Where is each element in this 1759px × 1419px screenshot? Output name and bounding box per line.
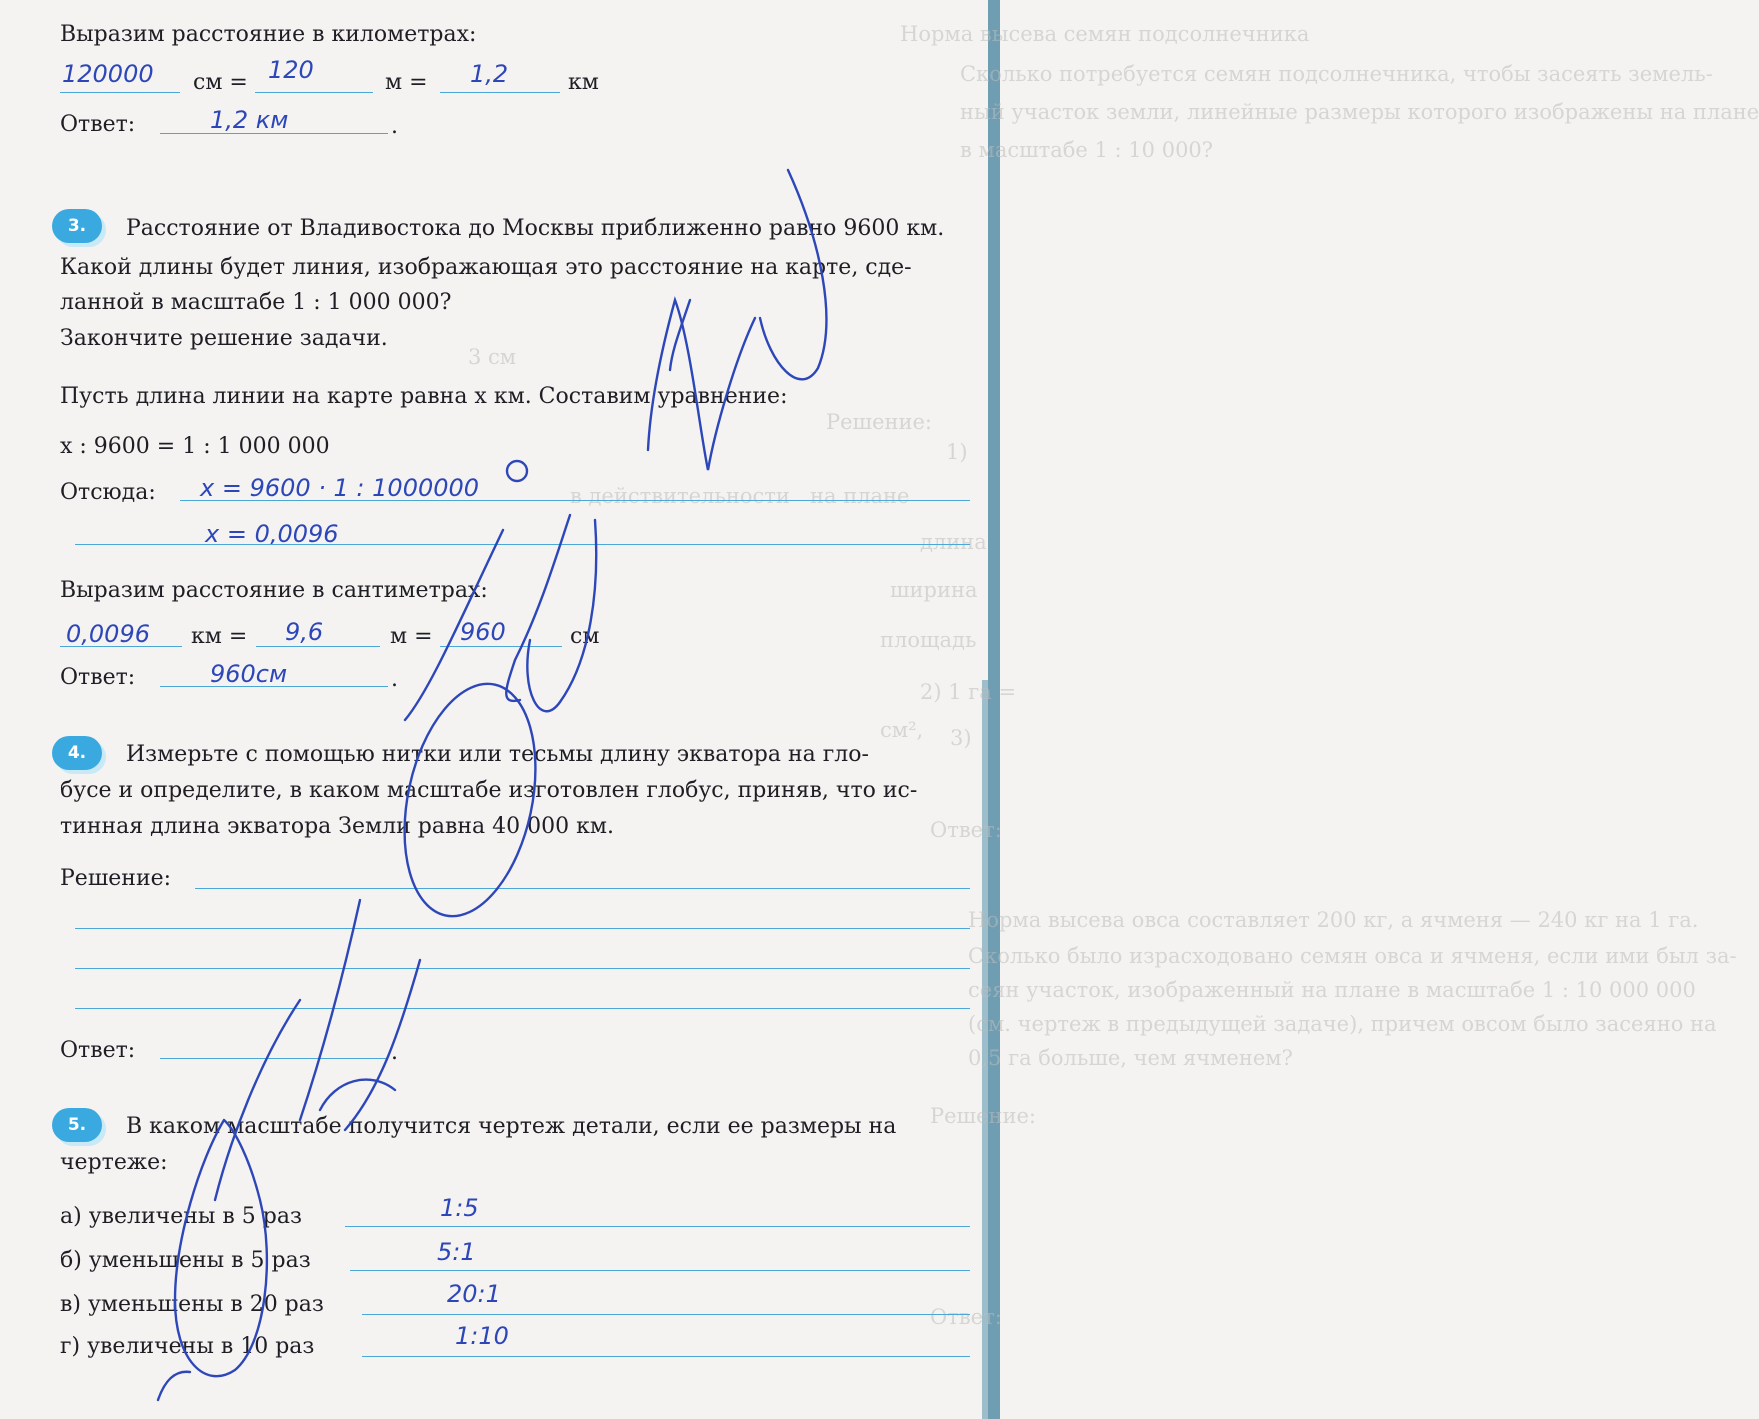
hand-m-value: 120	[268, 56, 314, 84]
answer-line	[60, 646, 182, 647]
task3-text: Какой длины будет линия, изображающая это расстояние на карте, сде-	[60, 255, 912, 280]
bleed-text: Ответ:	[930, 818, 1002, 842]
bleed-text: Решение:	[826, 410, 933, 434]
answer-label: Ответ:	[60, 112, 136, 137]
hand-solution-2: x = 0,0096	[205, 520, 339, 548]
bleed-text: на плане	[810, 484, 910, 508]
scribble-stroke	[215, 1000, 300, 1200]
unit-cm: см =	[193, 70, 248, 95]
unit-m: м =	[385, 70, 428, 95]
bleed-text: ный участок земли, линейные размеры которого изображены на плане	[960, 100, 1759, 124]
task5-item-label: в) уменьшены в 20 раз	[60, 1292, 324, 1317]
answer-line	[60, 92, 180, 93]
scribble-stroke	[320, 1080, 395, 1110]
bleed-text: 3 см	[468, 345, 517, 369]
answer-line	[362, 1356, 970, 1357]
scribble-stroke	[158, 1372, 190, 1400]
answer-dot: .	[391, 667, 398, 692]
scribble-stroke	[300, 900, 360, 1120]
answer-dot: .	[391, 114, 398, 139]
task5-text: чертеже:	[60, 1150, 168, 1175]
bleed-text: Норма высева семян подсолнечника	[900, 22, 1310, 46]
task5-item-label: г) увеличены в 10 раз	[60, 1334, 315, 1359]
task3-text: Закончите решение задачи.	[60, 326, 388, 351]
task5-item-label: б) уменьшены в 5 раз	[60, 1248, 311, 1273]
bleed-text: Норма высева овса составляет 200 кг, а ячменя — 240 кг на 1 га.	[968, 908, 1699, 932]
bleed-text: сеян участок, изображенный на плане в масштабе 1 : 10 000 000	[968, 978, 1696, 1002]
unit-km: км =	[191, 624, 248, 649]
hand-scale-answer: 1:5	[440, 1194, 479, 1222]
task3-text: ланной в масштабе 1 : 1 000 000?	[60, 290, 452, 315]
express-km-heading: Выразим расстояние в километрах:	[60, 22, 477, 47]
bleed-text: Ответ:	[930, 1305, 1002, 1329]
task4-text: тинная длина экватора Земли равна 40 000 км.	[60, 814, 614, 839]
answer-line	[195, 888, 970, 889]
hand-scale-answer: 20:1	[447, 1280, 501, 1308]
answer-line	[256, 646, 380, 647]
task5-text: В каком масштабе получится чертеж детали, если ее размеры на	[126, 1114, 897, 1139]
scribble-stroke	[506, 515, 570, 701]
answer-line	[75, 1008, 970, 1009]
answer-line	[255, 92, 373, 93]
task4-text: бусе и определите, в каком масштабе изготовлен глобус, приняв, что ис-	[60, 778, 918, 803]
bleed-text: в масштабе 1 : 10 000?	[960, 138, 1214, 162]
hand-cm-value: 960	[460, 618, 506, 646]
hand-m-value: 9,6	[285, 618, 324, 646]
bleed-text: 1)	[946, 440, 968, 464]
unit-cm: см	[570, 624, 600, 649]
hand-cm-value: 120000	[62, 60, 154, 88]
answer-line	[75, 928, 970, 929]
task5-item-label: а) увеличены в 5 раз	[60, 1204, 302, 1229]
answer-line	[160, 1058, 388, 1059]
hand-scale-answer: 1:10	[455, 1322, 509, 1350]
scribble-stroke	[670, 300, 690, 370]
unit-m: м =	[390, 624, 433, 649]
hand-scale-answer: 5:1	[437, 1238, 476, 1266]
bleed-text: Сколько потребуется семян подсолнечника, чтобы засеять земель-	[960, 62, 1713, 86]
hand-km-value: 1,2	[470, 60, 509, 88]
task-number-badge: 4.	[52, 736, 102, 770]
answer-line	[75, 968, 970, 969]
answer-line	[350, 1270, 970, 1271]
solution-label: Решение:	[60, 866, 172, 891]
hand-km-value: 0,0096	[66, 620, 150, 648]
answer-line	[345, 1226, 970, 1227]
answer-line	[180, 500, 970, 501]
task3-text: Расстояние от Владивостока до Москвы приближенно равно 9600 км.	[126, 216, 945, 241]
bleed-text: Сколько было израсходовано семян овса и ячменя, если ими был за-	[968, 944, 1737, 968]
bleed-text: в действительности	[570, 484, 790, 508]
scribble-stroke	[527, 520, 596, 711]
bleed-text: см²,	[880, 718, 924, 742]
scribble-stroke	[345, 960, 420, 1130]
answer-line	[440, 646, 562, 647]
task-number-badge: 5.	[52, 1108, 102, 1142]
task4-text: Измерьте с помощью нитки или тесьмы длину экватора на гло-	[126, 742, 869, 767]
answer-label: Ответ:	[60, 1038, 136, 1063]
answer-label: Ответ:	[60, 665, 136, 690]
bleed-text: длина	[920, 530, 987, 554]
answer-line	[362, 1314, 970, 1315]
task3-let: Пусть длина линии на карте равна x км. Составим уравнение:	[60, 384, 788, 409]
answer-line	[160, 133, 388, 134]
bleed-text: ширина	[890, 578, 978, 602]
bleed-text: 0,5 га больше, чем ячменем?	[968, 1046, 1293, 1070]
hand-answer: 1,2 км	[210, 106, 289, 134]
scribble-dot	[507, 461, 527, 481]
hand-answer: 960см	[210, 660, 288, 688]
answer-line	[160, 686, 388, 687]
bleed-text: (см. чертеж в предыдущей задаче), причем овсом было засеяно на	[968, 1012, 1717, 1036]
hand-solution-1: x = 9600 · 1 : 1000000	[200, 474, 480, 502]
bleed-text: Решение:	[930, 1104, 1037, 1128]
answer-line	[75, 544, 970, 545]
bleed-text: 2) 1 га =	[920, 680, 1017, 704]
bleed-text: площадь	[880, 628, 977, 652]
hence-label: Отсюда:	[60, 480, 156, 505]
bleed-text: 3)	[950, 726, 972, 750]
answer-line	[440, 92, 560, 93]
express-cm-heading: Выразим расстояние в сантиметрах:	[60, 578, 488, 603]
unit-km: км	[568, 70, 599, 95]
page-edge-stripe	[988, 0, 1000, 1419]
answer-dot: .	[391, 1040, 398, 1065]
task-number-badge: 3.	[52, 209, 102, 243]
task3-equation: x : 9600 = 1 : 1 000 000	[60, 434, 330, 459]
